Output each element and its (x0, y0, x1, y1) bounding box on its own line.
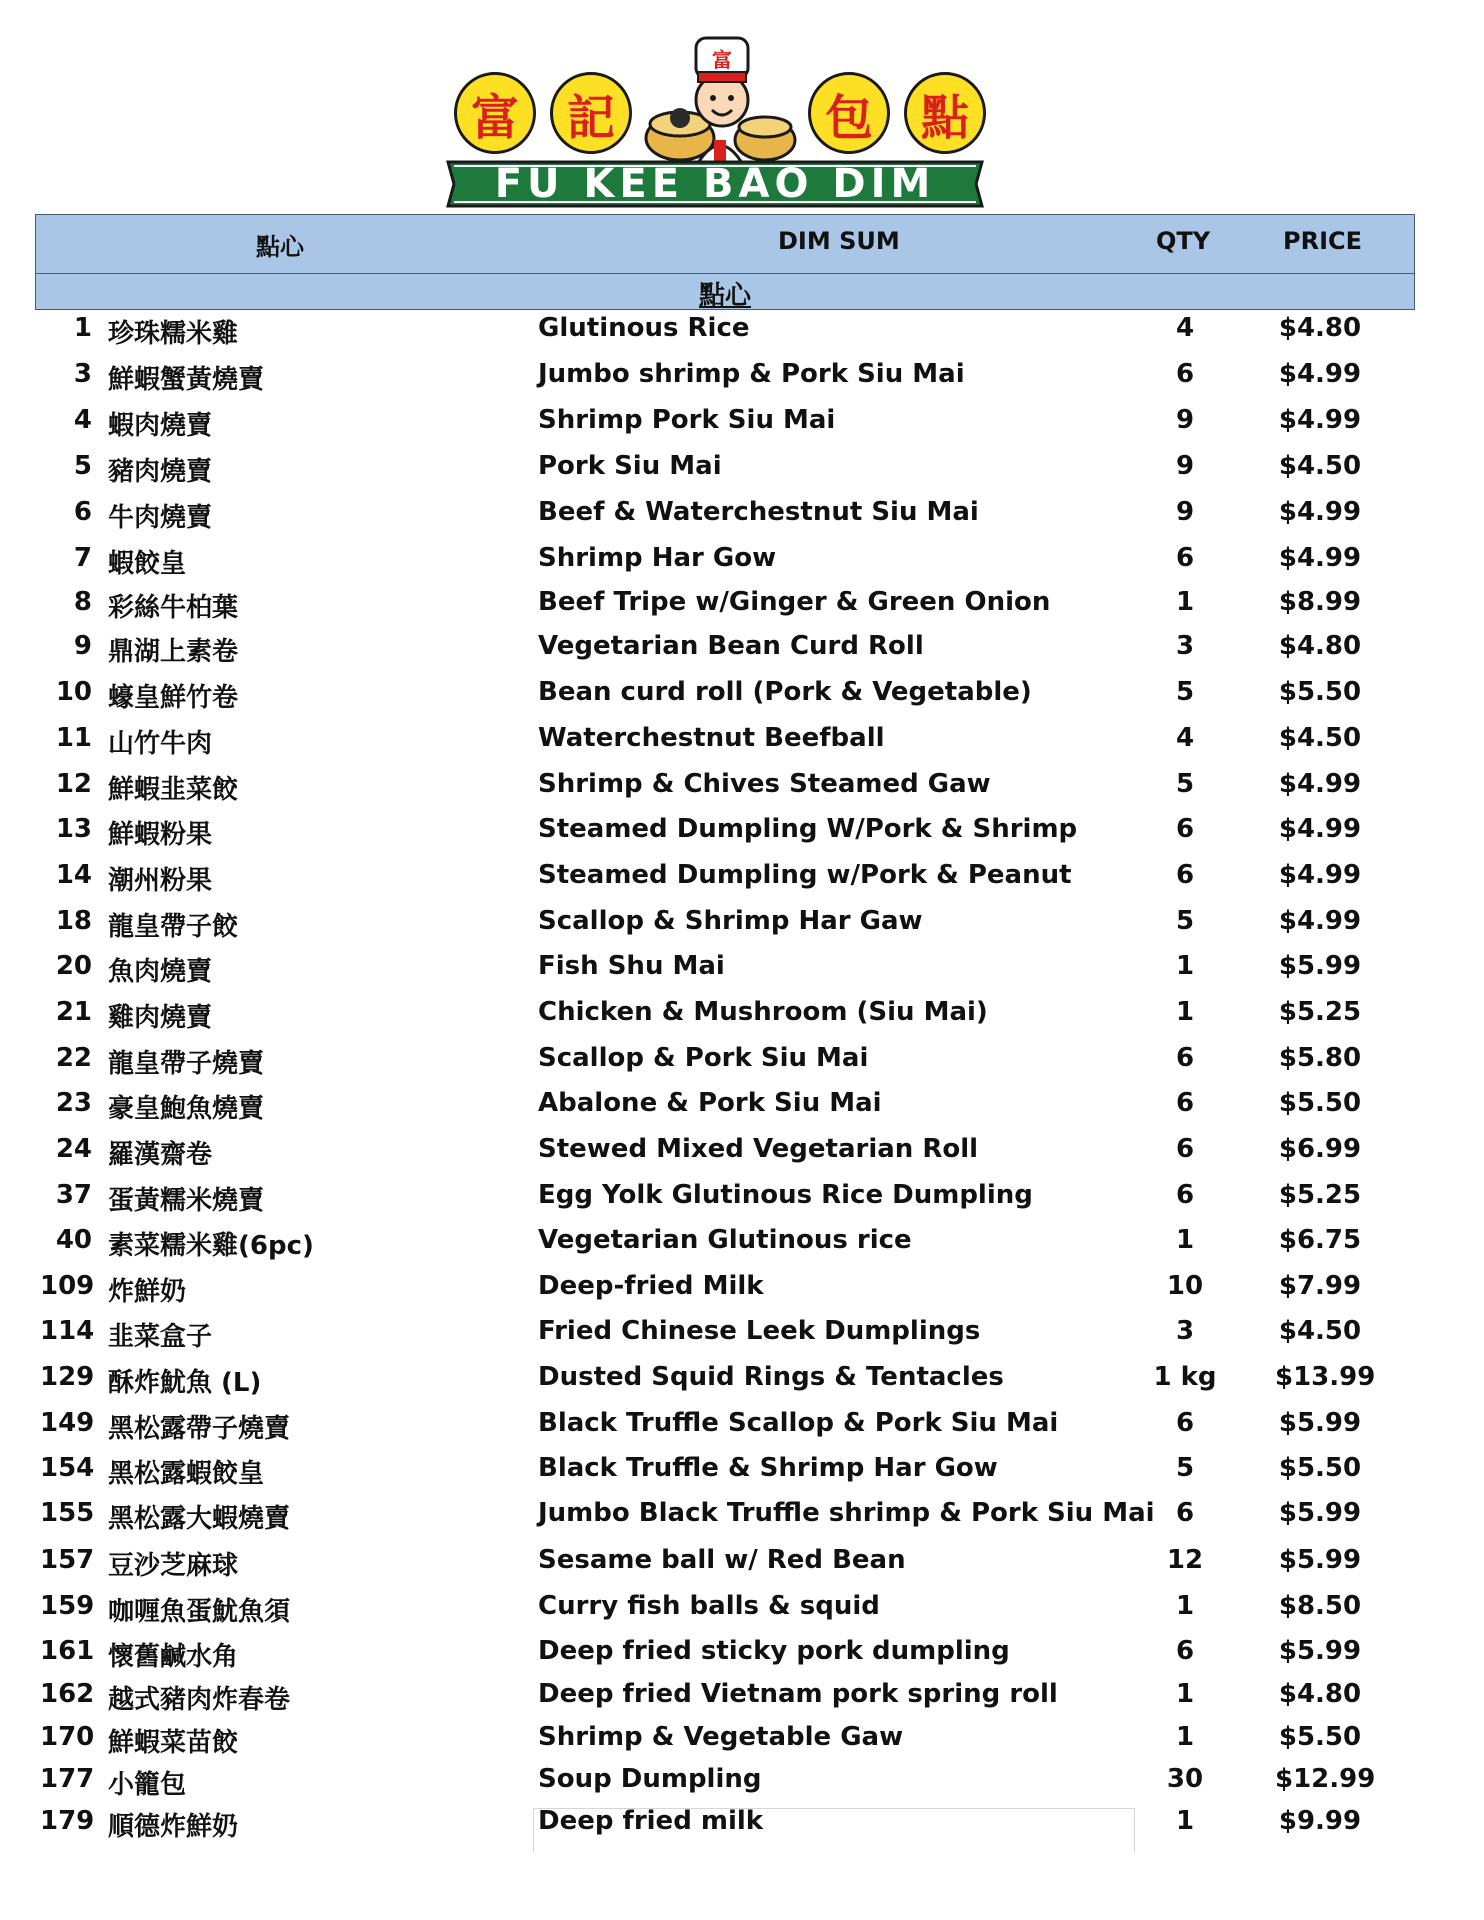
menu-row (0, 359, 1484, 397)
menu-row (0, 313, 1484, 351)
item-english-name: Beef Tripe w/Ginger & Green Onion (538, 587, 1051, 617)
item-english-name: Soup Dumpling (538, 1764, 762, 1794)
logo-char-1: 富 (454, 72, 536, 154)
item-qty: 1 (1175, 1722, 1195, 1752)
item-english-name: Curry fish balls & squid (538, 1591, 880, 1621)
item-price: $5.50 (1278, 1088, 1362, 1118)
item-english-name: Deep fried milk (538, 1806, 764, 1836)
item-qty: 3 (1175, 1316, 1195, 1346)
item-number: 20 (55, 951, 92, 981)
menu-row (0, 1225, 1484, 1263)
item-qty: 6 (1175, 359, 1195, 389)
item-chinese-name: 雞肉燒賣 (108, 1003, 213, 1033)
item-price: $12.99 (1275, 1764, 1376, 1794)
item-chinese-name: 潮州粉果 (108, 866, 213, 896)
logo-char-3: 包 (808, 72, 890, 154)
header-divider (36, 273, 1414, 274)
item-qty: 5 (1175, 677, 1195, 707)
item-number: 177 (40, 1764, 95, 1794)
item-number: 154 (40, 1453, 95, 1483)
item-number: 13 (55, 814, 92, 844)
item-chinese-name: 蝦肉燒賣 (108, 411, 213, 441)
item-english-name: Jumbo Black Truffle shrimp & Pork Siu Mai (538, 1498, 1155, 1528)
item-qty: 12 (1166, 1545, 1204, 1575)
item-english-name: Egg Yolk Glutinous Rice Dumpling (538, 1180, 1033, 1210)
item-chinese-name: 鮮蝦菜苗餃 (108, 1728, 239, 1758)
item-qty: 6 (1175, 1180, 1195, 1210)
item-number: 1 (73, 313, 92, 343)
menu-row (0, 1636, 1484, 1674)
item-english-name: Shrimp Pork Siu Mai (538, 405, 836, 435)
item-chinese-name: 韭菜盒子 (108, 1322, 213, 1352)
item-english-name: Sesame ball w/ Red Bean (538, 1545, 906, 1575)
item-english-name: Stewed Mixed Vegetarian Roll (538, 1134, 979, 1164)
item-chinese-name: 炸鮮奶 (108, 1277, 187, 1307)
menu-row (0, 1545, 1484, 1583)
menu-row (0, 1591, 1484, 1629)
item-english-name: Scallop & Shrimp Har Gaw (538, 906, 923, 936)
item-qty: 6 (1175, 1636, 1195, 1666)
menu-row (0, 1043, 1484, 1081)
item-price: $5.99 (1278, 1408, 1362, 1438)
item-number: 37 (55, 1180, 92, 1210)
menu-row (0, 951, 1484, 989)
item-english-name: Waterchestnut Beefball (538, 723, 885, 753)
item-number: 40 (55, 1225, 92, 1255)
menu-row (0, 1453, 1484, 1491)
menu-row (0, 451, 1484, 489)
item-english-name: Scallop & Pork Siu Mai (538, 1043, 869, 1073)
menu-row (0, 997, 1484, 1035)
item-chinese-name: 咖喱魚蛋魷魚須 (108, 1597, 291, 1627)
item-number: 8 (73, 587, 92, 617)
item-number: 18 (55, 906, 92, 936)
item-chinese-name: 牛肉燒賣 (108, 503, 213, 533)
item-qty: 1 (1175, 1591, 1195, 1621)
item-price: $5.25 (1278, 997, 1362, 1027)
item-price: $5.50 (1278, 677, 1362, 707)
item-qty: 1 (1175, 1806, 1195, 1836)
item-chinese-name: 黑松露蝦餃皇 (108, 1459, 265, 1489)
item-qty: 6 (1175, 1043, 1195, 1073)
item-chinese-name: 黑松露大蝦燒賣 (108, 1504, 291, 1534)
item-chinese-name: 魚肉燒賣 (108, 957, 213, 987)
item-qty: 1 (1175, 951, 1195, 981)
item-chinese-name: 豆沙芝麻球 (108, 1551, 239, 1581)
menu-row (0, 723, 1484, 761)
item-price: $4.99 (1278, 405, 1362, 435)
item-chinese-name: 蝦餃皇 (108, 549, 187, 579)
item-chinese-name: 鮮蝦粉果 (108, 820, 213, 850)
item-english-name: Shrimp Har Gow (538, 543, 777, 573)
item-qty: 1 (1175, 997, 1195, 1027)
item-english-name: Beef & Waterchestnut Siu Mai (538, 497, 979, 527)
item-number: 11 (55, 723, 92, 753)
item-chinese-name: 鮮蝦韭菜餃 (108, 775, 239, 805)
item-english-name: Shrimp & Vegetable Gaw (538, 1722, 904, 1752)
item-english-name: Bean curd roll (Pork & Vegetable) (538, 677, 1032, 707)
item-qty: 6 (1175, 814, 1195, 844)
item-number: 155 (40, 1498, 95, 1528)
menu-row (0, 1408, 1484, 1446)
item-price: $4.99 (1278, 860, 1362, 890)
item-english-name: Deep fried Vietnam pork spring roll (538, 1679, 1058, 1709)
item-price: $5.99 (1278, 951, 1362, 981)
item-price: $4.99 (1278, 497, 1362, 527)
menu-row (0, 860, 1484, 898)
item-price: $5.80 (1278, 1043, 1362, 1073)
item-number: 7 (73, 543, 92, 573)
item-price: $5.99 (1278, 1636, 1362, 1666)
item-qty: 1 (1175, 1679, 1195, 1709)
menu-row (0, 497, 1484, 535)
menu-row (0, 1679, 1484, 1717)
item-qty: 6 (1175, 1134, 1195, 1164)
item-english-name: Shrimp & Chives Steamed Gaw (538, 769, 991, 799)
item-english-name: Chicken & Mushroom (Siu Mai) (538, 997, 988, 1027)
logo-char-2: 記 (550, 72, 632, 154)
item-chinese-name: 龍皇帶子燒賣 (108, 1049, 265, 1079)
item-chinese-name: 酥炸魷魚 (L) (108, 1368, 262, 1398)
item-price: $4.99 (1278, 814, 1362, 844)
item-chinese-name: 蛋黃糯米燒賣 (108, 1186, 265, 1216)
item-price: $4.99 (1278, 359, 1362, 389)
item-chinese-name: 蠔皇鮮竹卷 (108, 683, 239, 713)
item-chinese-name: 豬肉燒賣 (108, 457, 213, 487)
item-chinese-name: 懷舊鹹水角 (108, 1642, 239, 1672)
menu-row (0, 1722, 1484, 1760)
item-qty: 5 (1175, 1453, 1195, 1483)
item-chinese-name: 鼎湖上素卷 (108, 637, 239, 667)
item-number: 12 (55, 769, 92, 799)
item-price: $8.50 (1278, 1591, 1362, 1621)
menu-row (0, 1180, 1484, 1218)
item-number: 114 (40, 1316, 95, 1346)
item-chinese-name: 彩絲牛柏葉 (108, 593, 239, 623)
item-chinese-name: 順德炸鮮奶 (108, 1812, 239, 1842)
item-number: 21 (55, 997, 92, 1027)
item-chinese-name: 龍皇帶子餃 (108, 912, 239, 942)
item-qty: 5 (1175, 906, 1195, 936)
item-price: $4.50 (1278, 451, 1362, 481)
item-qty: 3 (1175, 631, 1195, 661)
hat-char: 富 (712, 48, 732, 72)
menu-row (0, 1316, 1484, 1354)
item-qty: 1 (1175, 587, 1195, 617)
item-price: $5.99 (1278, 1498, 1362, 1528)
item-qty: 9 (1175, 497, 1195, 527)
header-qty: QTY (1156, 227, 1211, 255)
item-english-name: Abalone & Pork Siu Mai (538, 1088, 882, 1118)
menu-row (0, 1134, 1484, 1172)
item-price: $9.99 (1278, 1806, 1362, 1836)
item-qty: 1 (1175, 1225, 1195, 1255)
item-price: $5.50 (1278, 1722, 1362, 1752)
logo-char-4: 點 (904, 72, 986, 154)
item-number: 6 (73, 497, 92, 527)
item-qty: 6 (1175, 1408, 1195, 1438)
item-english-name: Fried Chinese Leek Dumplings (538, 1316, 981, 1346)
item-price: $7.99 (1278, 1271, 1362, 1301)
item-english-name: Steamed Dumpling w/Pork & Peanut (538, 860, 1072, 890)
cell-border (533, 1808, 1135, 1852)
menu-row (0, 543, 1484, 581)
menu-row (0, 1764, 1484, 1802)
item-english-name: Dusted Squid Rings & Tentacles (538, 1362, 1004, 1392)
item-english-name: Jumbo shrimp & Pork Siu Mai (538, 359, 965, 389)
item-number: 24 (55, 1134, 92, 1164)
item-english-name: Vegetarian Bean Curd Roll (538, 631, 924, 661)
item-qty: 9 (1175, 405, 1195, 435)
item-number: 23 (55, 1088, 92, 1118)
item-number: 22 (55, 1043, 92, 1073)
item-price: $4.50 (1278, 1316, 1362, 1346)
item-price: $6.99 (1278, 1134, 1362, 1164)
item-number: 14 (55, 860, 92, 890)
item-chinese-name: 越式豬肉炸春卷 (108, 1685, 291, 1715)
item-qty: 6 (1175, 1498, 1195, 1528)
menu-row (0, 906, 1484, 944)
item-number: 159 (40, 1591, 95, 1621)
item-price: $4.99 (1278, 769, 1362, 799)
item-price: $4.99 (1278, 543, 1362, 573)
item-price: $4.50 (1278, 723, 1362, 753)
menu-row (0, 405, 1484, 443)
menu-row (0, 1498, 1484, 1536)
item-qty: 6 (1175, 860, 1195, 890)
item-english-name: Deep fried sticky pork dumpling (538, 1636, 1010, 1666)
item-qty: 4 (1175, 723, 1195, 753)
item-number: 5 (73, 451, 92, 481)
item-price: $5.25 (1278, 1180, 1362, 1210)
item-english-name: Deep-fried Milk (538, 1271, 764, 1301)
item-chinese-name: 豪皇鮑魚燒賣 (108, 1094, 265, 1124)
item-english-name: Fish Shu Mai (538, 951, 725, 981)
item-number: 4 (73, 405, 92, 435)
item-price: $4.80 (1278, 313, 1362, 343)
item-qty: 1 kg (1153, 1362, 1217, 1392)
item-english-name: Black Truffle & Shrimp Har Gow (538, 1453, 998, 1483)
item-chinese-name: 珍珠糯米雞 (108, 319, 239, 349)
item-qty: 10 (1166, 1271, 1204, 1301)
menu-row (0, 1362, 1484, 1400)
restaurant-logo (440, 28, 1000, 218)
item-chinese-name: 小籠包 (108, 1770, 187, 1800)
menu-row (0, 1088, 1484, 1126)
item-price: $8.99 (1278, 587, 1362, 617)
menu-row (0, 631, 1484, 669)
item-number: 162 (40, 1679, 95, 1709)
item-chinese-name: 素菜糯米雞(6pc) (108, 1231, 314, 1261)
item-chinese-name: 山竹牛肉 (108, 729, 213, 759)
menu-row (0, 814, 1484, 852)
item-qty: 4 (1175, 313, 1195, 343)
item-chinese-name: 鮮蝦蟹黃燒賣 (108, 365, 265, 395)
item-number: 109 (40, 1271, 95, 1301)
item-number: 161 (40, 1636, 95, 1666)
item-qty: 9 (1175, 451, 1195, 481)
item-english-name: Steamed Dumpling W/Pork & Shrimp (538, 814, 1078, 844)
item-chinese-name: 黑松露帶子燒賣 (108, 1414, 291, 1444)
item-number: 170 (40, 1722, 95, 1752)
item-english-name: Vegetarian Glutinous rice (538, 1225, 912, 1255)
menu-row (0, 587, 1484, 625)
menu-row (0, 677, 1484, 715)
item-english-name: Black Truffle Scallop & Pork Siu Mai (538, 1408, 1059, 1438)
item-qty: 30 (1166, 1764, 1204, 1794)
item-qty: 5 (1175, 769, 1195, 799)
item-price: $5.99 (1278, 1545, 1362, 1575)
item-qty: 6 (1175, 1088, 1195, 1118)
item-price: $6.75 (1278, 1225, 1362, 1255)
header-price: PRICE (1283, 227, 1363, 255)
item-english-name: Glutinous Rice (538, 313, 750, 343)
item-number: 157 (40, 1545, 95, 1575)
item-price: $5.50 (1278, 1453, 1362, 1483)
item-number: 149 (40, 1408, 95, 1438)
item-number: 10 (55, 677, 92, 707)
menu-row (0, 1271, 1484, 1309)
header-dim-sum: DIM SUM (778, 227, 900, 255)
item-number: 9 (73, 631, 92, 661)
menu-header (35, 214, 1415, 310)
item-price: $4.80 (1278, 1679, 1362, 1709)
item-english-name: Pork Siu Mai (538, 451, 722, 481)
logo-banner-text: FU KEE BAO DIM (494, 161, 936, 207)
item-price: $4.80 (1278, 631, 1362, 661)
item-qty: 6 (1175, 543, 1195, 573)
item-number: 129 (40, 1362, 95, 1392)
item-number: 3 (73, 359, 92, 389)
item-price: $13.99 (1275, 1362, 1376, 1392)
header-chinese: 點心 (256, 233, 304, 261)
item-number: 179 (40, 1806, 95, 1836)
item-chinese-name: 羅漢齋卷 (108, 1140, 213, 1170)
item-price: $4.99 (1278, 906, 1362, 936)
menu-row (0, 769, 1484, 807)
section-title: 點心 (698, 281, 751, 311)
